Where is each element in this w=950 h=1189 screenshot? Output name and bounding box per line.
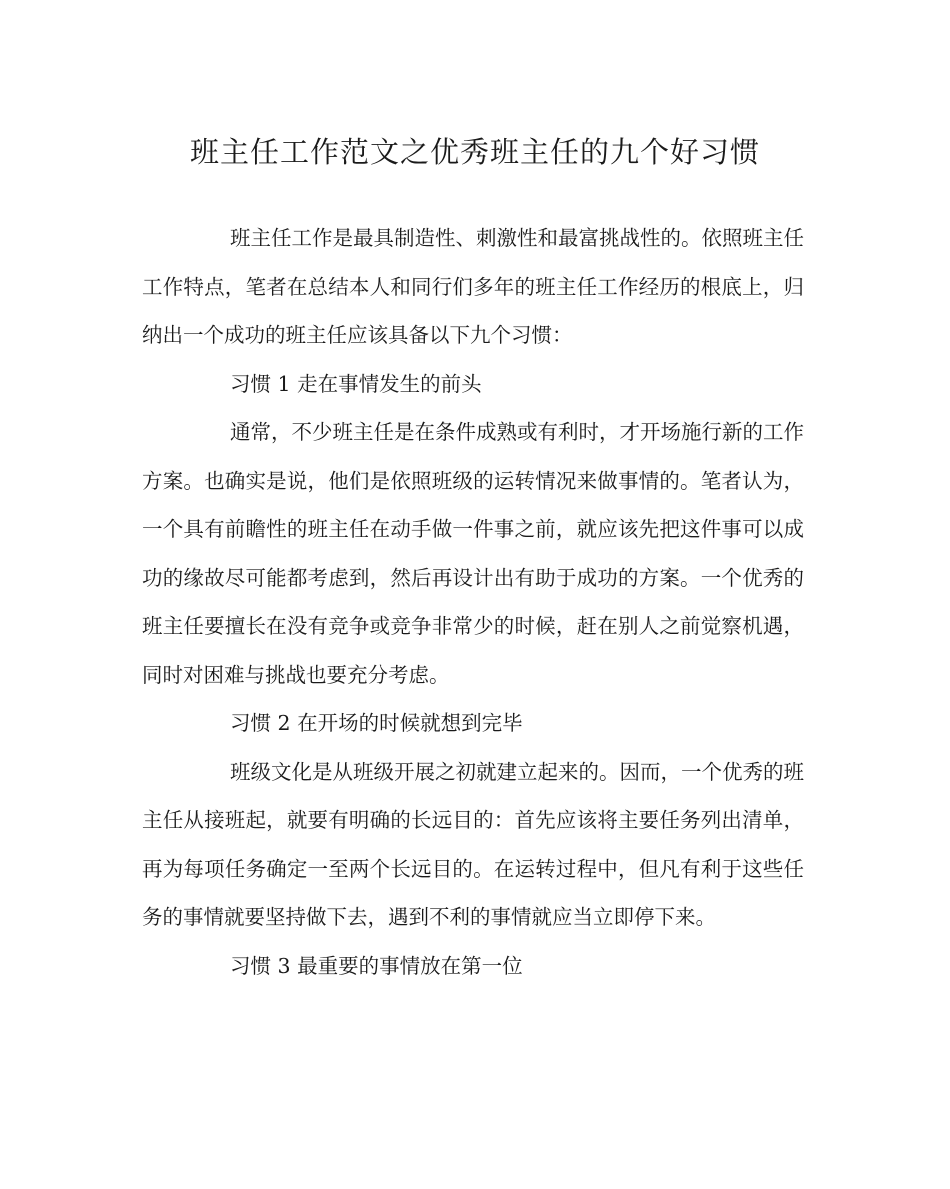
habit-2-heading: 习惯 2 在开场的时候就想到完毕 xyxy=(230,711,523,735)
habit-3-heading: 习惯 3 最重要的事情放在第一位 xyxy=(230,953,523,978)
intro-paragraph: 班主任工作是最具制造性、刺激性和最富挑战性的。依照班主任工作特点，笔者在总结本人和同行们多年的班主任工作经历的根底上，归纳出一个成功的班主任应该具备以下九个习惯： xyxy=(142,226,804,347)
habit-2-paragraph: 班级文化是从班级开展之初就建立起来的。因而，一个优秀的班主任从接班起，就要有明确的长远目的：首先应该将主要任务列出清单，再为每项任务确定一至两个长远目的。在运转过程中，但凡有利于这些任务的事情就要坚持做下去，遇到不利的事情就应当立即停下来。 xyxy=(142,759,804,929)
habit-1-paragraph: 通常，不少班主任是在条件成熟或有利时，才开场施行新的工作方案。也确实是说，他们是依照班级的运转情况来做事情的。笔者认为，一个具有前瞻性的班主任在动手做一件事之前，就应该先把这件事可以成功的缘故尽可能都考虑到，然后再设计出有助于成功的方案。一个优秀的班主任要擅长在没有竞争或竞争非常少的时候，赶在别人之前觉察机遇，同时对困难与挑战也要充分考虑。 xyxy=(142,420,804,687)
page-title: 班主任工作范文之优秀班主任的九个好习惯 xyxy=(189,135,760,169)
document-body xyxy=(142,214,804,990)
habit-1-heading: 习惯 1 走在事情发生的前头 xyxy=(230,371,482,396)
